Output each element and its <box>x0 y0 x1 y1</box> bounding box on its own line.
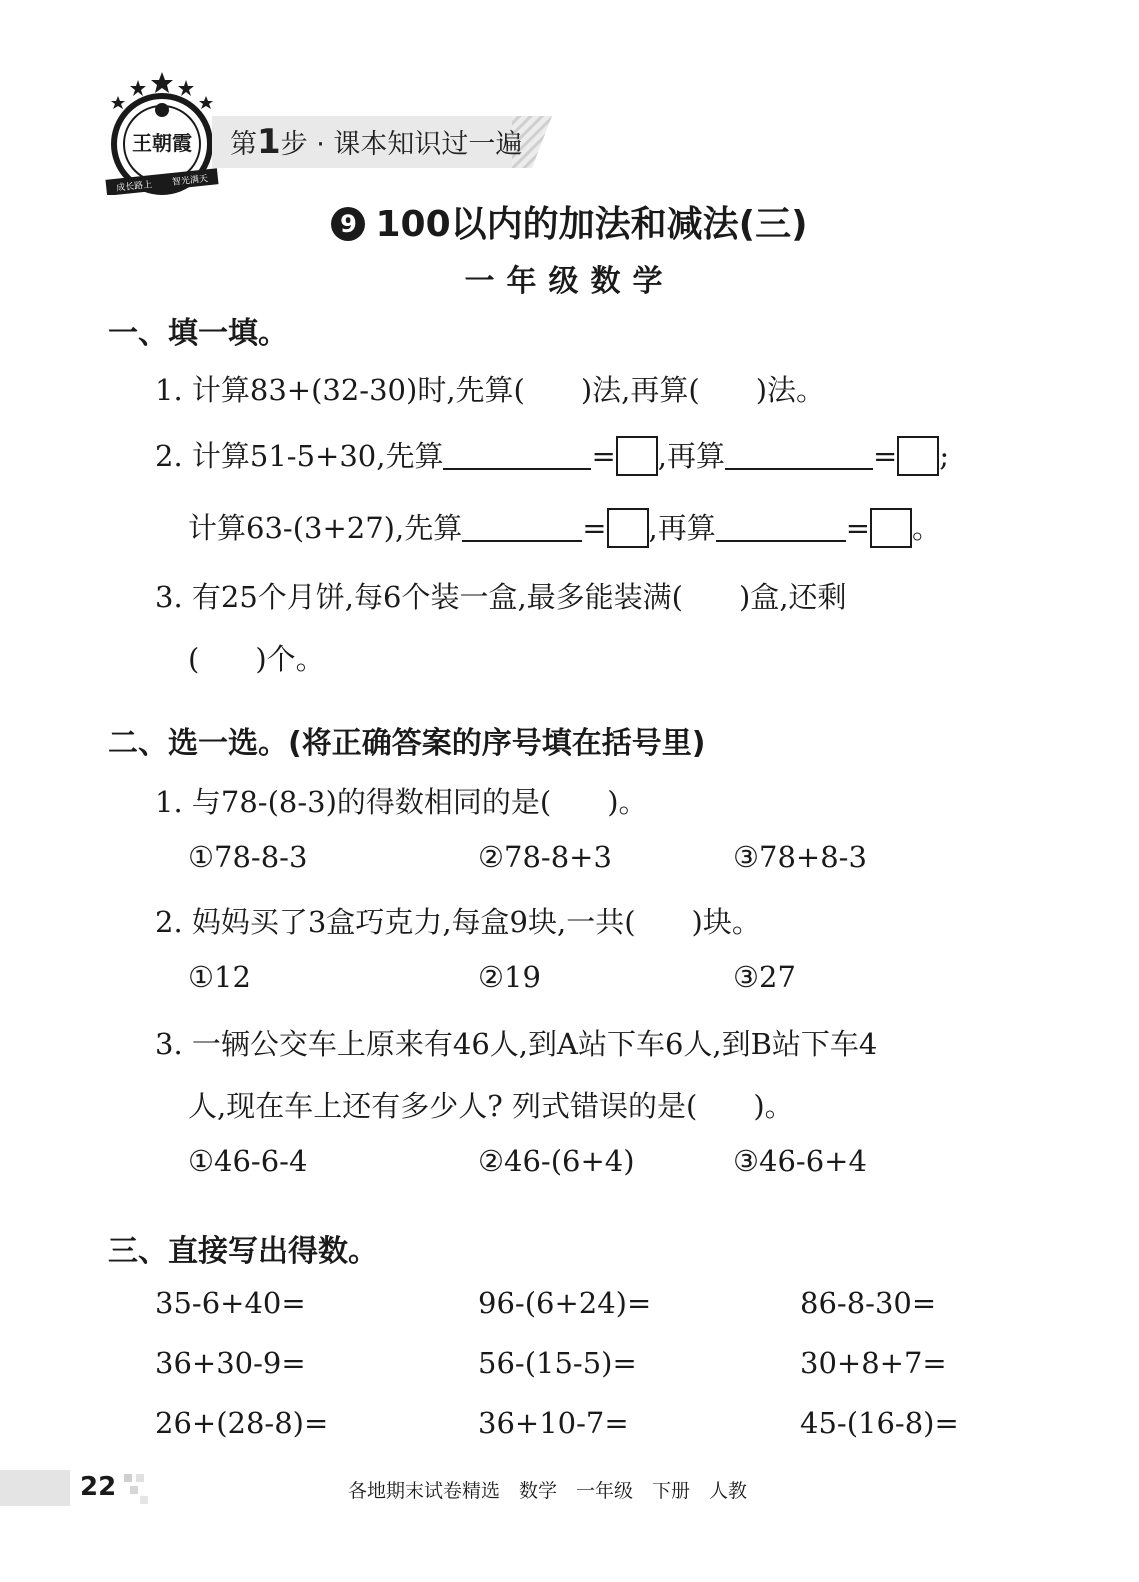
s2-q2-option-3[interactable]: ③27 <box>733 960 796 994</box>
lesson-number-badge: 9 <box>331 207 365 241</box>
s2-q3-option-2[interactable]: ②46-(6+4) <box>478 1144 635 1178</box>
s2-q1-option-3[interactable]: ③78+8-3 <box>733 840 867 874</box>
s1-question-3-line1: 3. 有25个月饼,每6个装一盒,最多能装满( )盒,还剩 <box>155 580 847 614</box>
calc-item[interactable]: 45-(16-8)= <box>800 1406 959 1440</box>
answer-box[interactable] <box>607 508 649 548</box>
answer-box[interactable] <box>897 436 939 476</box>
answer-line[interactable] <box>462 512 582 542</box>
section-heading-fill: 一、填一填。 <box>108 316 288 351</box>
s2-q3-option-1[interactable]: ①46-6-4 <box>188 1144 308 1178</box>
s2-q1-option-1[interactable]: ①78-8-3 <box>188 840 308 874</box>
footer-book-info: 各地期末试卷精选 数学 一年级 下册 人教 <box>348 1480 748 1502</box>
s1-question-3-line2: ( )个。 <box>188 642 325 676</box>
calc-item[interactable]: 35-6+40= <box>155 1286 306 1320</box>
calc-item[interactable]: 86-8-30= <box>800 1286 937 1320</box>
calc-item[interactable]: 96-(6+24)= <box>478 1286 652 1320</box>
lesson-title: 9 100以内的加法和减法(三) <box>0 196 1139 247</box>
s2-q1-option-2[interactable]: ②78-8+3 <box>478 840 612 874</box>
s1-question-1: 1. 计算83+(32-30)时,先算( )法,再算( )法。 <box>155 373 826 407</box>
calc-item[interactable]: 26+(28-8)= <box>155 1406 329 1440</box>
section-heading-compute: 三、直接写出得数。 <box>108 1234 378 1269</box>
section-heading-choose: 二、选一选。(将正确答案的序号填在括号里) <box>108 726 706 761</box>
page-number-decoration <box>122 1472 150 1506</box>
answer-line[interactable] <box>725 440 873 470</box>
answer-box[interactable] <box>616 436 658 476</box>
logo-motto-right: 智光满天 <box>171 174 209 188</box>
footer-gray-bar <box>0 1470 70 1506</box>
logo-motto-left: 成长路上 <box>115 180 153 194</box>
calc-item[interactable]: 30+8+7= <box>800 1346 947 1380</box>
s1-question-2-line1: 2. 计算51-5+30,先算 = ,再算 = ; <box>155 434 949 476</box>
lesson-subtitle: 一年级数学 <box>464 264 675 299</box>
s2-q2-option-1[interactable]: ①12 <box>188 960 251 994</box>
s1-question-2-line2: 计算63-(3+27),先算 = ,再算 = 。 <box>188 506 941 548</box>
answer-line[interactable] <box>443 440 591 470</box>
s2-question-3-line2: 人,现在车上还有多少人? 列式错误的是( )。 <box>188 1089 794 1123</box>
s2-question-3-line1: 3. 一辆公交车上原来有46人,到A站下车6人,到B站下车4 <box>155 1027 878 1061</box>
s2-question-1: 1. 与78-(8-3)的得数相同的是( )。 <box>155 785 648 819</box>
step-label: 第1步 · 课本知识过一遍 <box>230 122 523 162</box>
calc-item[interactable]: 36+30-9= <box>155 1346 306 1380</box>
page-number: 22 <box>80 1472 117 1502</box>
answer-box[interactable] <box>870 508 912 548</box>
s2-q2-option-2[interactable]: ②19 <box>478 960 541 994</box>
brand-seal-logo <box>102 70 222 195</box>
logo-name: 王朝霞 <box>132 131 192 155</box>
calc-item[interactable]: 36+10-7= <box>478 1406 629 1440</box>
s2-question-2: 2. 妈妈买了3盒巧克力,每盒9块,一共( )块。 <box>155 905 761 939</box>
answer-line[interactable] <box>716 512 846 542</box>
s2-q3-option-3[interactable]: ③46-6+4 <box>733 1144 867 1178</box>
calc-item[interactable]: 56-(15-5)= <box>478 1346 637 1380</box>
